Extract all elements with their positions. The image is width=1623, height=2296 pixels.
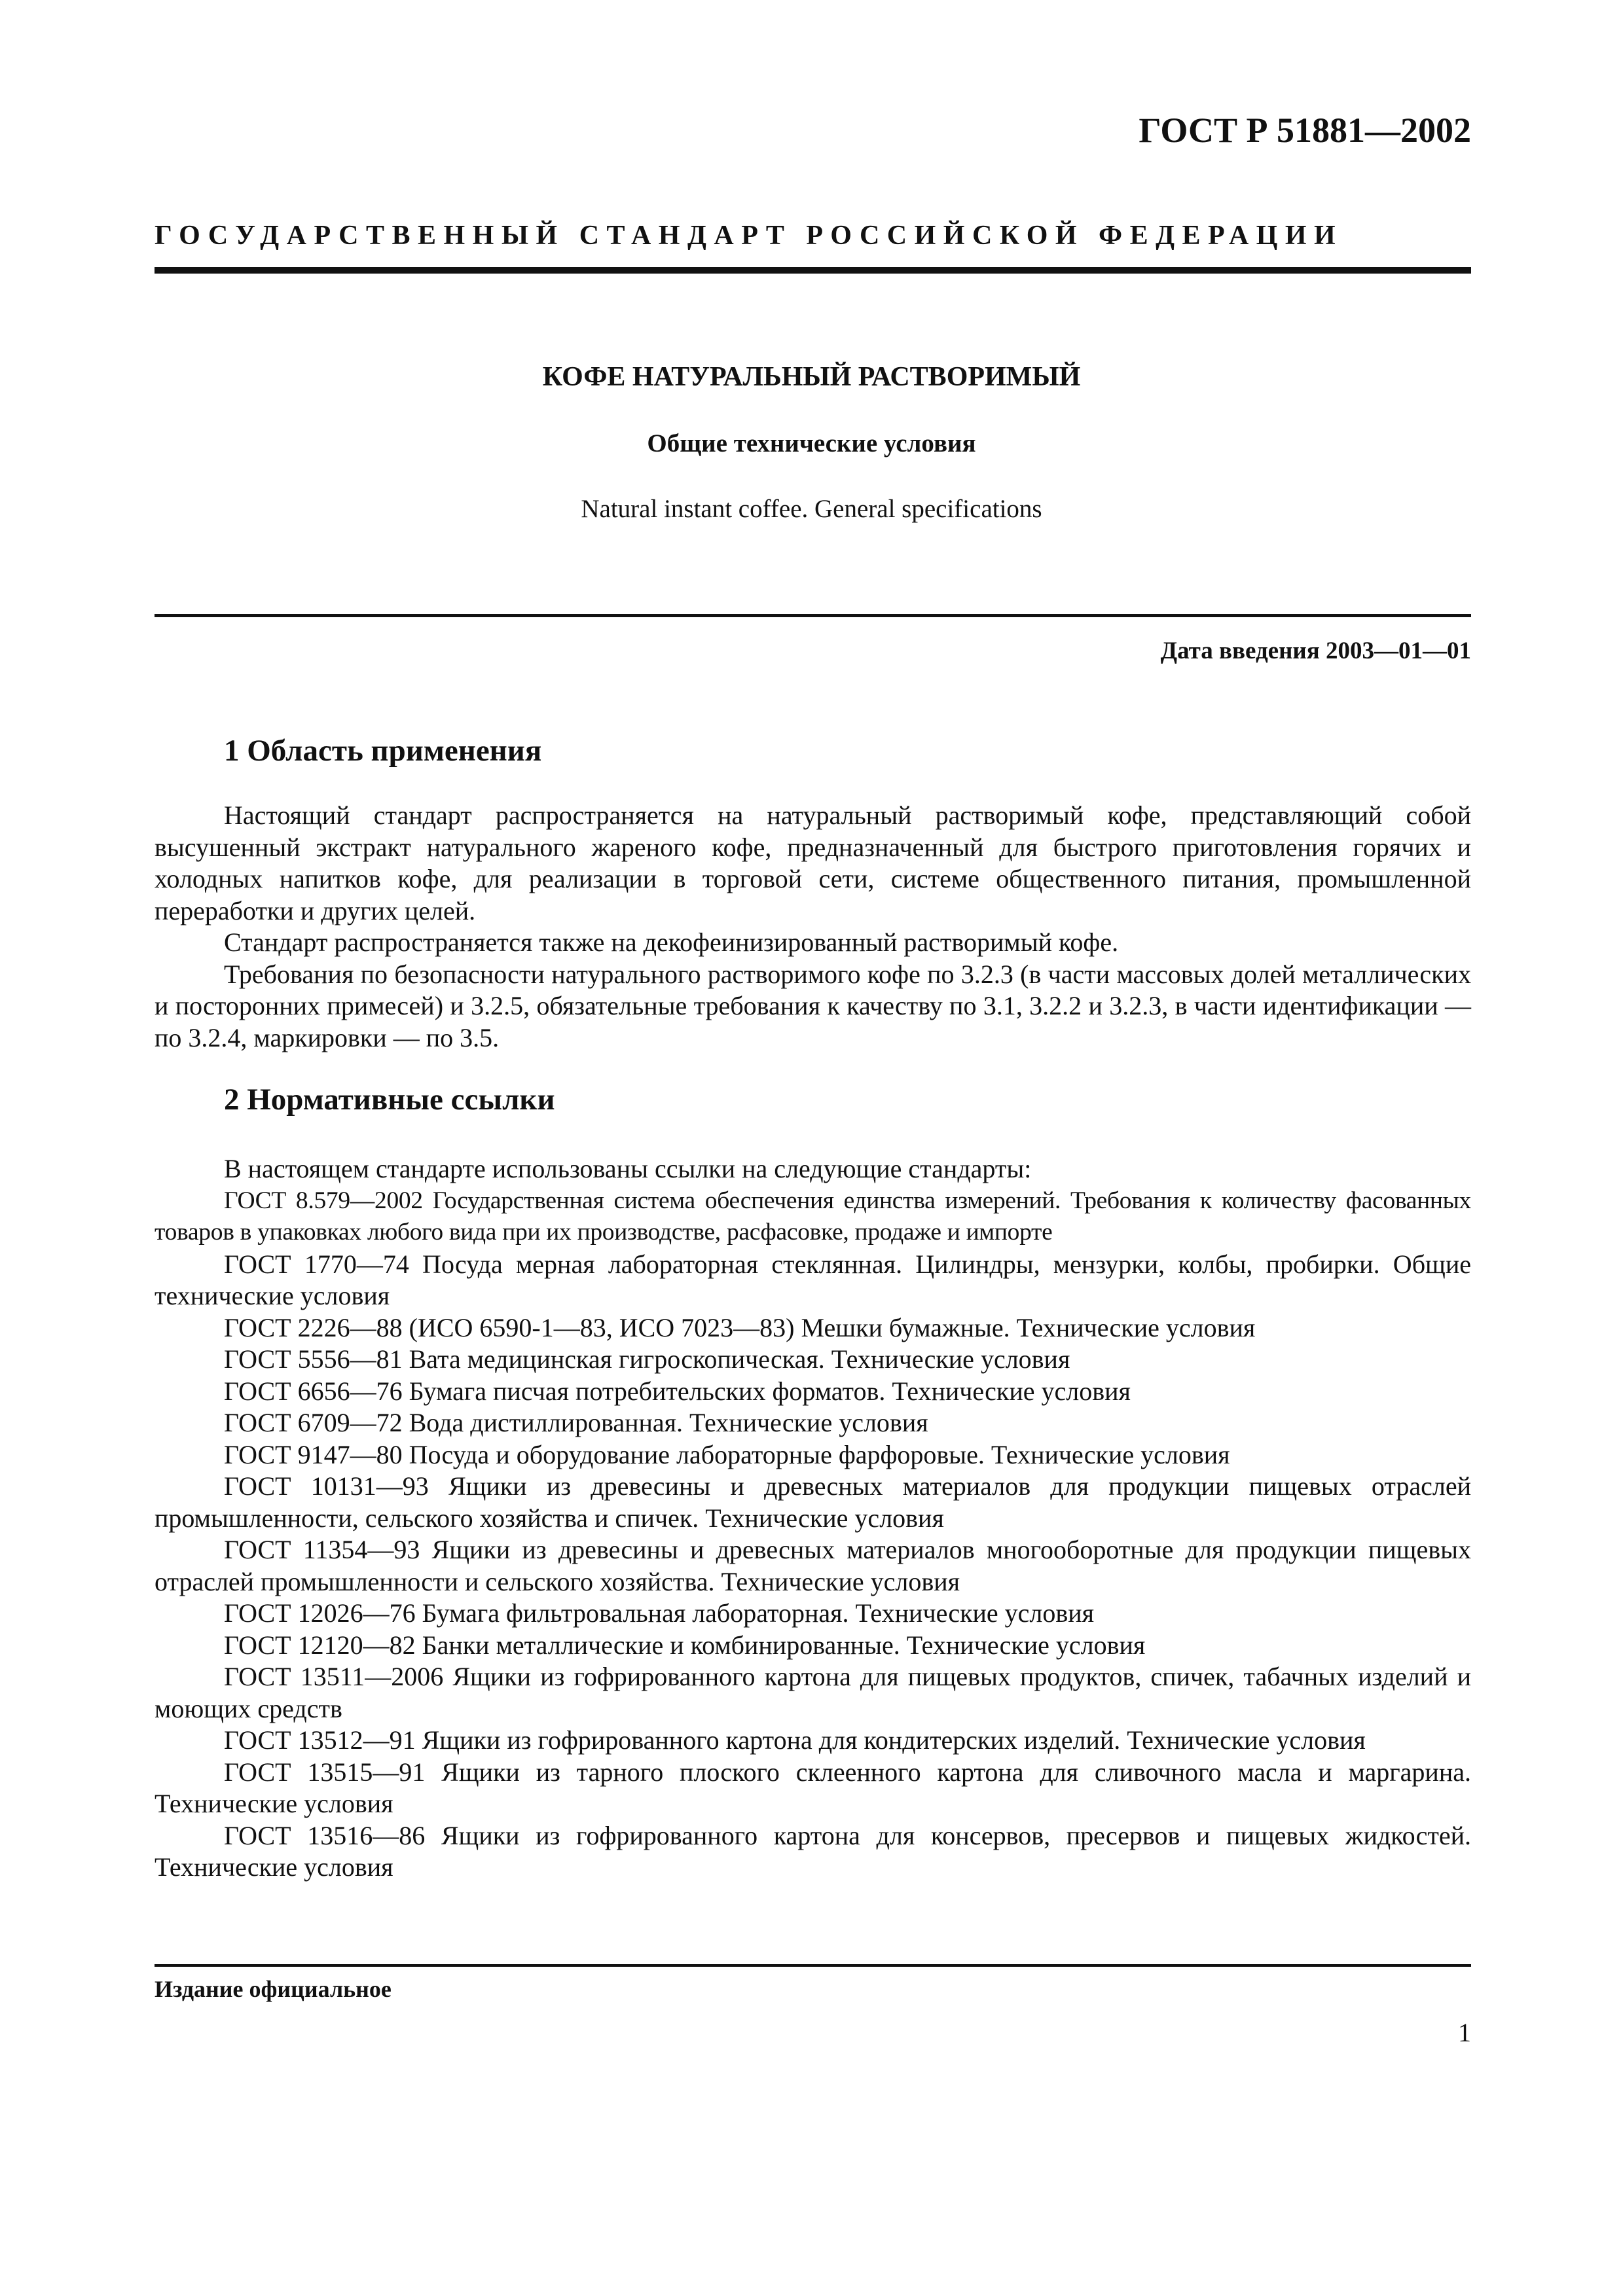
section-scope-body (155, 800, 1471, 1054)
reference-item: ГОСТ 13512—91 Ящики из гофрированного картона для кондитерских изделий. Технические условия (224, 1725, 1366, 1755)
reference-item: ГОСТ 6709—72 Вода дистиллированная. Технические условия (224, 1408, 928, 1437)
paragraph: В настоящем стандарте использованы ссылки на следующие стандарты: (224, 1154, 1032, 1183)
section-heading-normative-references: 2 Нормативные ссылки (224, 1083, 555, 1117)
introduction-date: Дата введения 2003—01—01 (1160, 637, 1471, 664)
footer-rule (155, 1964, 1471, 1967)
reference-item: ГОСТ 12026—76 Бумага фильтровальная лабораторная. Технические условия (224, 1598, 1095, 1628)
official-edition-label: Издание официальное (155, 1976, 392, 2002)
reference-item: ГОСТ 11354—93 Ящики из древесины и древесных материалов многооборотные для продукции пищевых отраслей промышленности и сельского хозяйства. Технические условия (155, 1535, 1471, 1596)
document-number: ГОСТ Р 51881—2002 (1139, 111, 1471, 150)
reference-item: ГОСТ 13515—91 Ящики из тарного плоского склеенного картона для сливочного масла и маргарина. Технические условия (155, 1757, 1471, 1818)
reference-item: ГОСТ 10131—93 Ящики из древесины и древесных материалов для продукции пищевых отраслей промышленности, сельского хозяйства и спичек. Технические условия (155, 1471, 1471, 1533)
section-references-body (155, 1153, 1471, 1884)
english-title: Natural instant coffee. General specifications (581, 495, 1042, 523)
reference-item: ГОСТ 5556—81 Вата медицинская гигроскопическая. Технические условия (224, 1344, 1070, 1374)
reference-item: ГОСТ 6656—76 Бумага писчая потребительских форматов. Технические условия (224, 1376, 1131, 1406)
paragraph: Требования по безопасности натурального растворимого кофе по 3.2.3 (в части массовых долей металлических и посторонних примесей) и 3.2.5, обязательные требования к качеству по 3.1, 3.2.2 и 3.2.3, в части идентификации — по 3.2.4, маркировки — по 3.5. (155, 959, 1471, 1052)
section-heading-scope: 1 Область применения (224, 734, 542, 768)
document-title: КОФЕ НАТУРАЛЬНЫЙ РАСТВОРИМЫЙ (542, 362, 1081, 392)
reference-item: ГОСТ 2226—88 (ИСО 6590-1—83, ИСО 7023—83) Мешки бумажные. Технические условия (224, 1312, 1256, 1342)
header-rule (155, 267, 1471, 274)
page-number: 1 (1458, 2018, 1471, 2047)
reference-item: ГОСТ 13511—2006 Ящики из гофрированного картона для пищевых продуктов, спичек, табачных изделий и моющих средств (155, 1662, 1471, 1723)
reference-item: ГОСТ 12120—82 Банки металлические и комбинированные. Технические условия (224, 1630, 1146, 1660)
paragraph: Настоящий стандарт распространяется на натуральный растворимый кофе, представляющий собой высушенный экстракт натурального жареного кофе, предназначенный для быстрого приготовления горячих и холодных напитков кофе, для реализации в торговой сети, системе общественного питания, промышленной переработки и других целей. (155, 800, 1471, 925)
reference-item: ГОСТ 13516—86 Ящики из гофрированного картона для консервов, пресервов и пищевых жидкостей. Технические условия (155, 1820, 1471, 1882)
paragraph: Стандарт распространяется также на декофеинизированный растворимый кофе. (224, 927, 1119, 957)
reference-item: ГОСТ 8.579—2002 Государственная система обеспечения единства измерений. Требования к количеству фасованных товаров в упаковках любого вида при их производстве, расфасовке, продаже и импорте (155, 1187, 1471, 1246)
title-rule (155, 614, 1471, 617)
document-subtitle: Общие технические условия (647, 429, 976, 457)
state-standard-header: ГОСУДАРСТВЕННЫЙ СТАНДАРТ РОССИЙСКОЙ ФЕДЕРАЦИИ (155, 221, 1343, 251)
reference-item: ГОСТ 1770—74 Посуда мерная лабораторная стеклянная. Цилиндры, мензурки, колбы, пробирки. Общие технические условия (155, 1249, 1471, 1310)
reference-item: ГОСТ 9147—80 Посуда и оборудование лабораторные фарфоровые. Технические условия (224, 1439, 1230, 1469)
